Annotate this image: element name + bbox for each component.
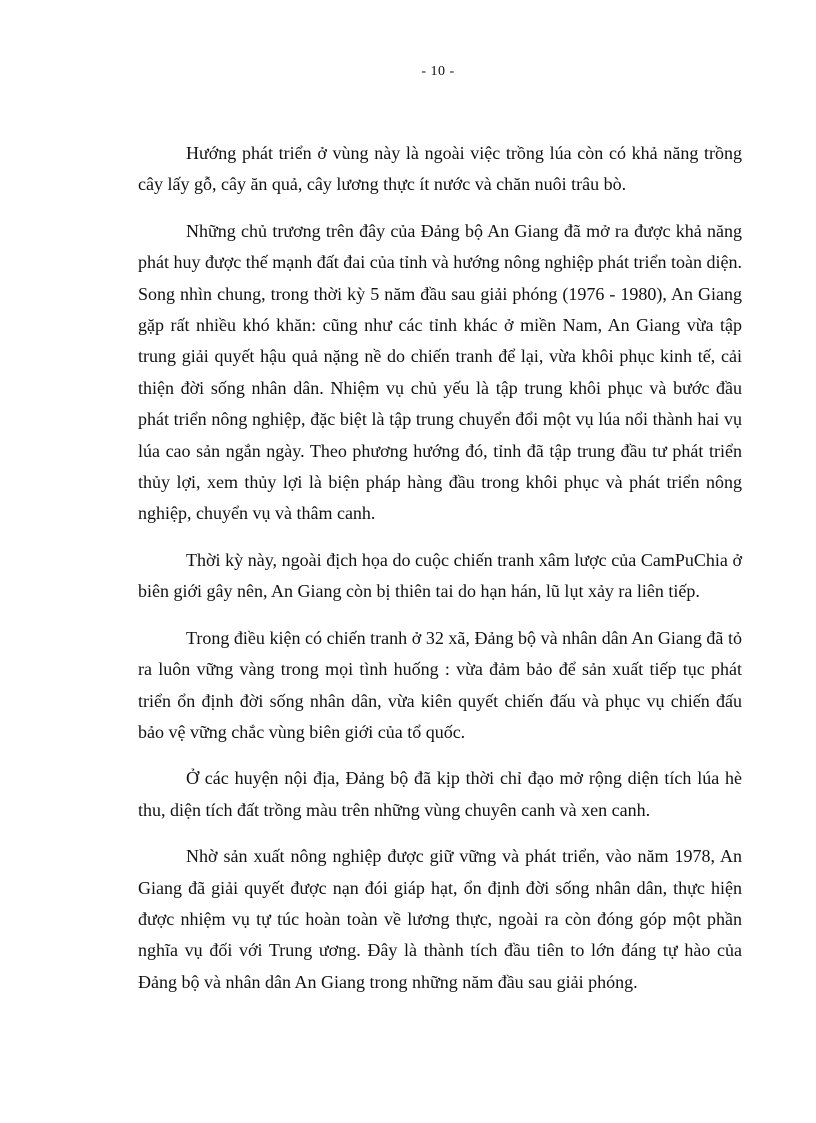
paragraph: Thời kỳ này, ngoài địch họa do cuộc chiến tranh xâm lược của CamPuChia ở biên giới gây nên, An Giang còn bị thiên tai do hạn hán, lũ lụt xảy ra liên tiếp.	[138, 549, 742, 602]
paragraph: Những chủ trương trên đây của Đảng bộ An Giang đã mở ra được khả năng phát huy được thế mạnh đất đai của tỉnh và hướng nông nghiệp phát triển toàn diện. Song nhìn chung, trong thời kỳ 5 năm đầu sau giải phóng (1976 - 1980), An Giang gặp rất nhiều khó khăn: cũng như các tỉnh khác ở miền Nam, An Giang vừa tập trung giải quyết hậu quả nặng nề do chiến tranh để lại, vừa khôi phục kinh tế, cải thiện đời sống nhân dân. Nhiệm vụ chủ yếu là tập trung khôi phục và bước đầu phát triển nông nghiệp, đặc biệt là tập trung chuyển đổi một vụ lúa nổi thành hai vụ lúa cao sản ngắn ngày. Theo phương hướng đó, tỉnh đã tập trung đầu tư phát triển thủy lợi, xem thủy lợi là biện pháp hàng đầu trong khôi phục và phát triển nông nghiệp, chuyển vụ và thâm canh.	[138, 220, 742, 524]
paragraph: Ở các huyện nội địa, Đảng bộ đã kịp thời chỉ đạo mở rộng diện tích lúa hè thu, diện tích đất trồng màu trên những vùng chuyên canh và xen canh.	[138, 768, 742, 820]
paragraph: Nhờ sản xuất nông nghiệp được giữ vững và phát triển, vào năm 1978, An Giang đã giải quyết được nạn đói giáp hạt, ổn định đời sống nhân dân, thực hiện được nhiệm vụ tự túc hoàn toàn về lương thực, ngoài ra còn đóng góp một phần nghĩa vụ đối với Trung ương. Đây là thành tích đầu tiên to lớn đáng tự hào của Đảng bộ và nhân dân An Giang trong những năm đầu sau giải phóng.	[138, 846, 742, 992]
page-number: - 10 -	[421, 64, 455, 79]
paragraph: Hướng phát triển ở vùng này là ngoài việc trồng lúa còn có khả năng trồng cây lấy gỗ, cây ăn quả, cây lương thực ít nước và chăn nuôi trâu bò.	[138, 143, 742, 195]
paragraph: Trong điều kiện có chiến tranh ở 32 xã, Đảng bộ và nhân dân An Giang đã tỏ ra luôn vững vàng trong mọi tình huống : vừa đảm bảo để sản xuất tiếp tục phát triển ổn định đời sống nhân dân, vừa kiên quyết chiến đấu và phục vụ chiến đấu bảo vệ vững chắc vùng biên giới của tổ quốc.	[138, 627, 742, 742]
document-body	[138, 138, 742, 1013]
